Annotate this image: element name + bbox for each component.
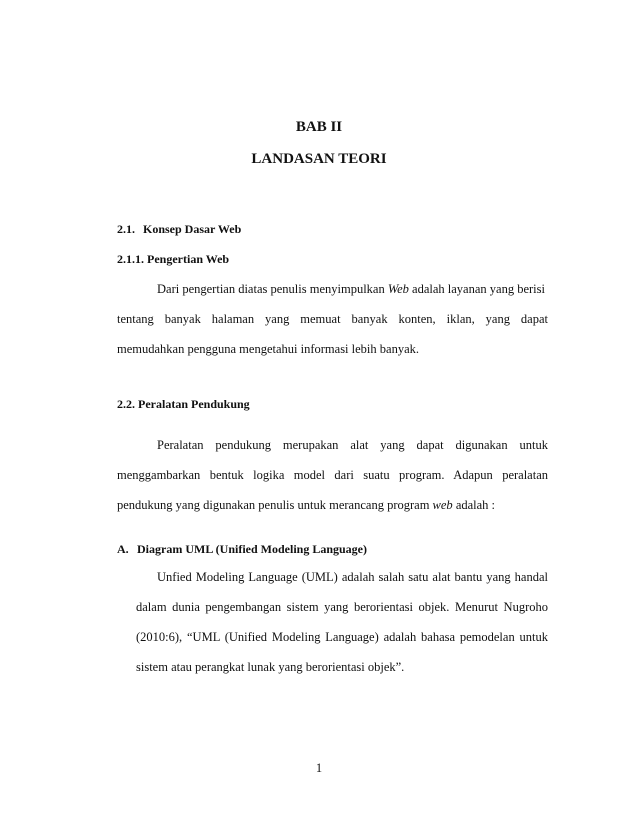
paragraph-1-line-3: memudahkan pengguna mengetahui informasi lebih banyak. xyxy=(117,342,419,356)
paragraph-2-line-3 xyxy=(117,498,495,513)
section-a-letter: A. xyxy=(117,542,129,556)
chapter-label: BAB II xyxy=(295,119,343,135)
section-2-2-heading: 2.2. Peralatan Pendukung xyxy=(117,397,250,411)
para2-text-b: adalah : xyxy=(452,498,496,512)
section-2-1-title: Konsep Dasar Web xyxy=(143,222,242,236)
para1-text-a: Dari pengertian diatas penulis menyimpulkan xyxy=(157,282,388,296)
paragraph-3-line-3: (2010:6), “UML (Unified Modeling Language) adalah bahasa pemodelan untuk xyxy=(136,630,548,644)
paragraph-3-line-4: sistem atau perangkat lunak yang berorientasi objek”. xyxy=(136,660,405,674)
chapter-title: LANDASAN TEORI xyxy=(251,151,387,167)
section-a-heading xyxy=(117,542,367,557)
para2-text-a: pendukung yang digunakan penulis untuk merancang program xyxy=(117,498,433,512)
section-2-1-heading xyxy=(117,222,241,237)
page-number: 1 xyxy=(315,761,323,775)
para1-text-b: adalah layanan yang berisi xyxy=(408,282,545,296)
section-2-1-1-heading: 2.1.1. Pengertian Web xyxy=(117,252,230,266)
paragraph-1-line-1 xyxy=(157,282,545,297)
paragraph-1-line-2: tentang banyak halaman yang memuat banyak konten, iklan, yang dapat xyxy=(117,312,548,326)
paragraph-3-line-2: dalam dunia pengembangan sistem yang berorientasi objek. Menurut Nugroho xyxy=(136,600,548,614)
paragraph-2-line-1: Peralatan pendukung merupakan alat yang dapat digunakan untuk xyxy=(157,438,548,452)
section-2-1-number: 2.1. xyxy=(117,222,135,236)
paragraph-2-line-2: menggambarkan bentuk logika model dari suatu program. Adapun peralatan xyxy=(117,468,548,482)
paragraph-3-line-1: Unfied Modeling Language (UML) adalah salah satu alat bantu yang handal xyxy=(157,570,548,584)
para1-emphasis: Web xyxy=(387,282,409,296)
para2-emphasis: web xyxy=(432,498,453,512)
section-a-title: Diagram UML (Unified Modeling Language) xyxy=(137,542,367,556)
